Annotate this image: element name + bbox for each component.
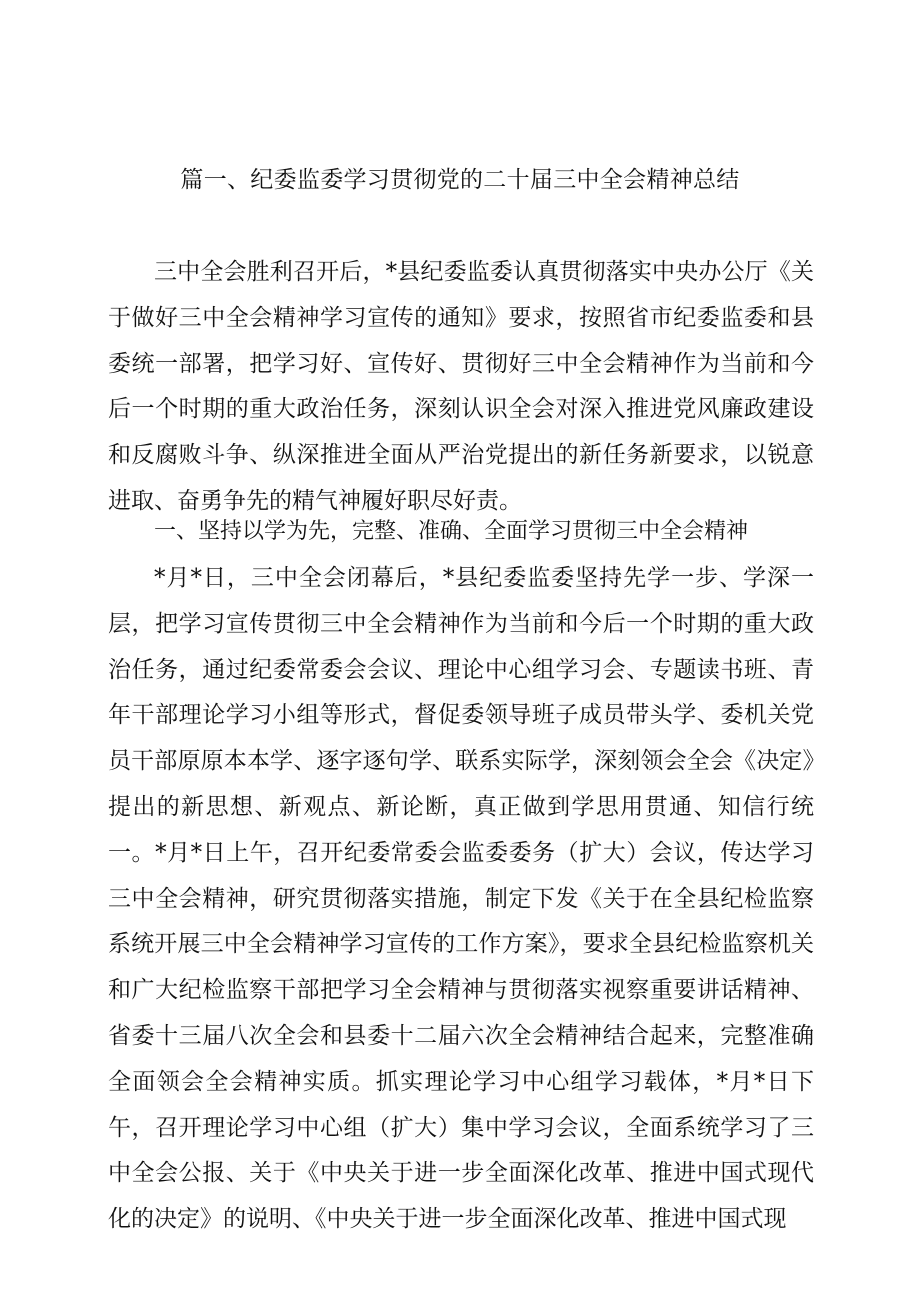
intro-paragraph: 三中全会胜利召开后，*县纪委监委认真贯彻落实中央办公厅《关于做好三中全会精神学习宣传的通知》要求，按照省市纪委监委和县委统一部署，把学习好、宣传好、贯彻好三中全会精神作为当前和今后一个时期的重大政治任务，深刻认识全会对深入推进党风廉政建设和反腐败斗争、纵深推进全面从严治党提出的新任务新要求，以锐意进取、奋勇争先的精气神履好职尽好责。 (108, 259, 814, 514)
section-heading: 一、坚持以学为先，完整、准确、全面学习贯彻三中全会精神 (154, 519, 749, 544)
section-paragraph: *月*日，三中全会闭幕后，*县纪委监委坚持先学一步、学深一层，把学习宣传贯彻三中全会精神作为当前和今后一个时期的重大政治任务，通过纪委常委会会议、理论中心组学习会、专题读书班、青年干部理论学习小组等形式，督促委领导班子成员带头学、委机关党员干部原原本本学、逐字逐句学、联系实际学，深刻领会全会《决定》提出的新思想、新观点、新论断，真正做到学思用贯通、知信行统一。*月*日上午，召开纪委常委会监委委务（扩大）会议，传达学习三中全会精神，研究贯彻落实措施，制定下发《关于在全县纪检监察系统开展三中全会精神学习宣传的工作方案》，要求全县纪检监察机关和广大纪检监察干部把学习全会精神与贯彻落实视察重要讲话精神、省委十三届八次全会和县委十二届六次全会精神结合起来，完整准确全面领会全会精神实质。抓实理论学习中心组学习载体，*月*日下午，召开理论学习中心组（扩大）集中学习会议，全面系统学习了三中全会公报、关于《中央关于进一步全面深化改革、推进中国式现代化的决定》的说明、《中央关于进一步全面深化改革、推进中国式现 (108, 565, 814, 1233)
document-title: 篇一、纪委监委学习贯彻党的二十届三中全会精神总结 (180, 167, 740, 193)
